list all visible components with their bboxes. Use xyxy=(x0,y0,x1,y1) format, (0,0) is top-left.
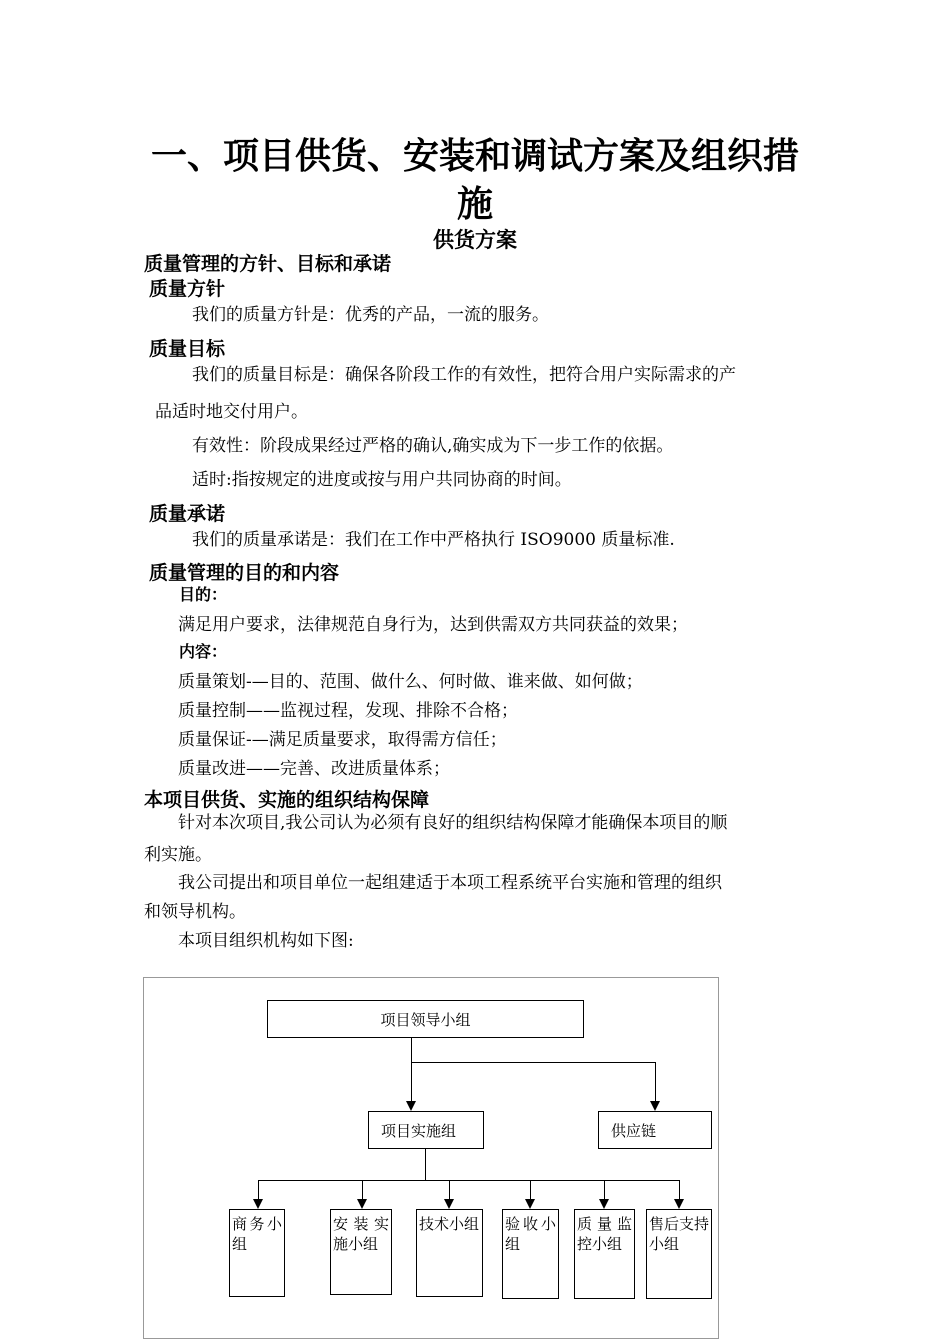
connector-line xyxy=(411,1037,412,1102)
arrow-down-icon xyxy=(444,1199,454,1209)
goal-text-1: 我们的质量目标是：确保各阶段工作的有效性，把符合用户实际需求的产 xyxy=(192,365,736,385)
org-para2-line1: 我公司提出和项目单位一起组建适于本项工程系统平台实施和管理的组织 xyxy=(178,873,722,893)
org-para2-line2: 和领导机构。 xyxy=(144,902,246,922)
commit-heading: 质量承诺 xyxy=(149,503,226,525)
content-label: 内容： xyxy=(179,642,228,661)
org-node-implementation: 项目实施组 xyxy=(368,1111,484,1149)
section-heading-policy: 质量管理的方针、目标和承诺 xyxy=(144,253,392,275)
connector-line xyxy=(679,1180,680,1200)
content-item: 质量策划-—目的、范围、做什么、何时做、谁来做、如何做； xyxy=(178,672,643,692)
connector-line xyxy=(604,1180,605,1200)
arrow-down-icon xyxy=(525,1199,535,1209)
connector-line xyxy=(530,1180,531,1200)
connector-line xyxy=(258,1180,259,1200)
content-item: 质量改进——完善、改进质量体系； xyxy=(178,759,450,779)
org-node-business: 商务小组 xyxy=(229,1209,285,1297)
connector-line xyxy=(411,1062,656,1063)
org-node-quality-monitoring: 质量监控小组 xyxy=(574,1209,635,1299)
org-node-after-sales: 售后支持小组 xyxy=(646,1209,712,1299)
arrow-down-icon xyxy=(406,1101,416,1111)
purpose-text: 满足用户要求，法律规范自身行为，达到供需双方共同获益的效果； xyxy=(178,615,688,635)
org-node-installation: 安装实施小组 xyxy=(330,1209,392,1295)
org-node-acceptance: 验收小组 xyxy=(502,1209,559,1299)
org-para3: 本项目组织机构如下图: xyxy=(178,931,354,951)
connector-line xyxy=(425,1149,426,1180)
org-para1-line2: 利实施。 xyxy=(144,845,212,865)
arrow-down-icon xyxy=(599,1199,609,1209)
goal-text-4: 适时:指按规定的进度或按与用户共同协商的时间。 xyxy=(192,470,572,490)
document-title-line1: 一、项目供货、安装和调试方案及组织措 xyxy=(150,136,799,177)
content-item: 质量控制——监视过程，发现、排除不合格； xyxy=(178,701,518,721)
purpose-label: 目的： xyxy=(179,585,228,604)
connector-line xyxy=(449,1180,450,1200)
org-para1-line1: 针对本次项目,我公司认为必须有良好的组织结构保障才能确保本项目的顺 xyxy=(178,813,728,833)
subtitle: 供货方案 xyxy=(433,228,517,252)
goal-text-3: 有效性：阶段成果经过严格的确认,确实成为下一步工作的依据。 xyxy=(192,436,674,456)
content-item: 质量保证-—满足质量要求，取得需方信任； xyxy=(178,730,507,750)
connector-line xyxy=(362,1180,363,1200)
goal-heading: 质量目标 xyxy=(149,338,226,360)
connector-line xyxy=(655,1062,656,1102)
connector-line xyxy=(258,1180,680,1181)
policy-heading: 质量方针 xyxy=(149,278,226,300)
section-heading-purpose: 质量管理的目的和内容 xyxy=(149,562,340,584)
section-heading-org: 本项目供货、实施的组织结构保障 xyxy=(144,789,430,811)
org-node-technical: 技术小组 xyxy=(416,1209,483,1297)
policy-text: 我们的质量方针是：优秀的产品，一流的服务。 xyxy=(192,305,549,325)
arrow-down-icon xyxy=(650,1101,660,1111)
arrow-down-icon xyxy=(674,1199,684,1209)
document-title-line2: 施 xyxy=(456,184,493,225)
arrow-down-icon xyxy=(357,1199,367,1209)
goal-text-2: 品适时地交付用户。 xyxy=(155,402,308,422)
commit-text: 我们的质量承诺是：我们在工作中严格执行 ISO9000 质量标准. xyxy=(192,530,675,550)
arrow-down-icon xyxy=(253,1199,263,1209)
org-node-supply-chain: 供应链 xyxy=(598,1111,712,1149)
org-node-leadership: 项目领导小组 xyxy=(267,1000,584,1038)
